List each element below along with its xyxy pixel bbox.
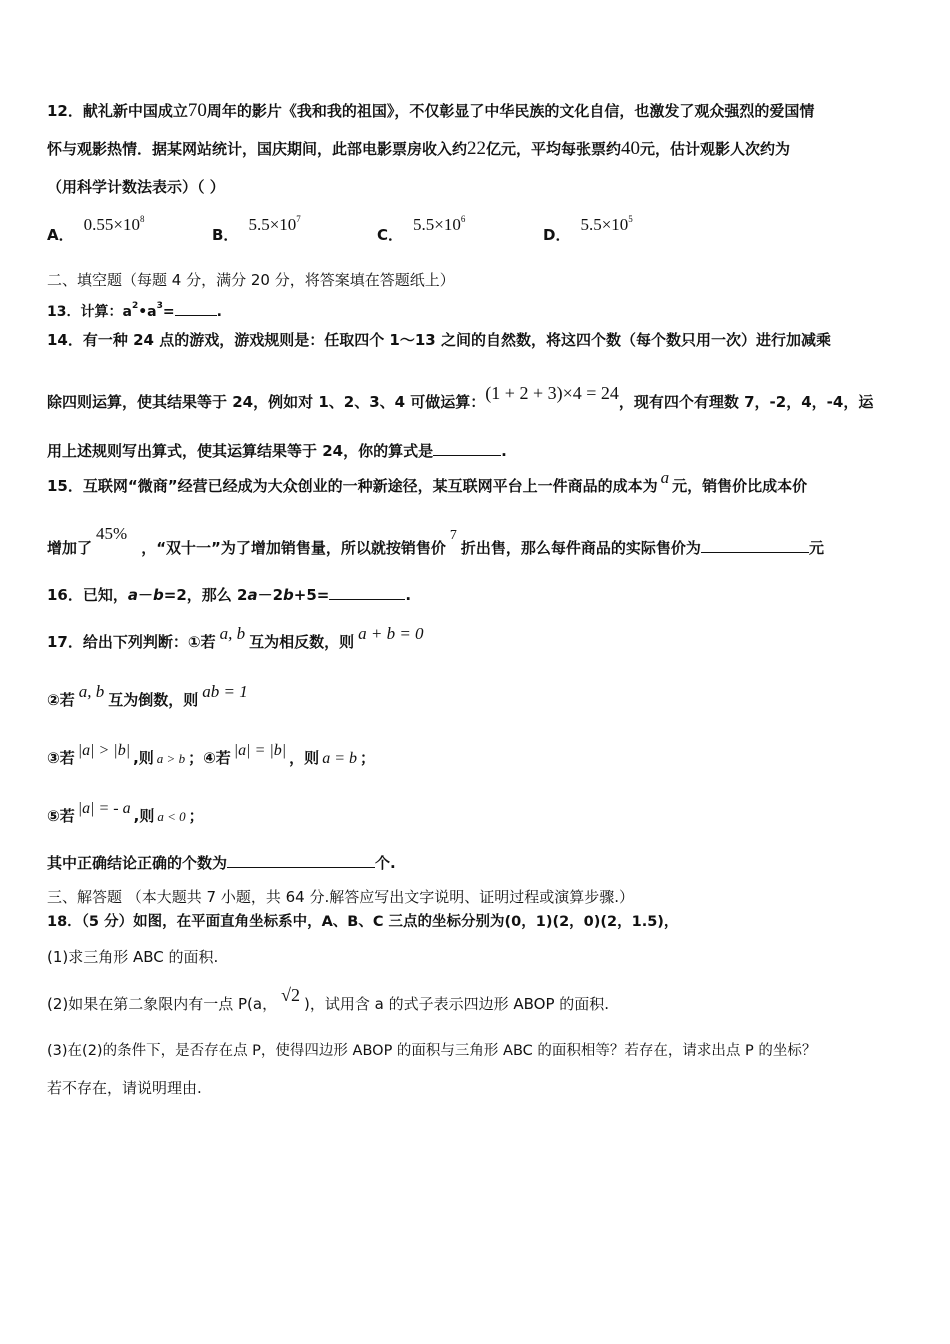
- q12-number-70: 70: [187, 100, 207, 121]
- q14-line1: 14．有一种 24 点的游戏，游戏规则是：任取四个 1～13 之间的自然数，将这四个数（每个数只用一次）进行加减乘: [47, 331, 831, 349]
- q12-number-22: 22: [467, 138, 487, 159]
- option-value: $0.55\times 10^8$: [83, 214, 145, 234]
- q12-option-c[interactable]: [377, 214, 466, 245]
- section-heading-solve: 三、解答题 （本大题共 7 小题，共 64 分.解答应写出文字说明、证明过程或演算步骤.）: [47, 888, 635, 906]
- q15-variable-a: a: [660, 468, 670, 487]
- q12-line3: （用科学计数法表示）（ ）: [47, 178, 225, 196]
- q12-line1: [47, 101, 814, 121]
- q17-answer-blank[interactable]: [227, 853, 375, 868]
- q13-answer-blank[interactable]: [175, 301, 217, 316]
- q12-text: 怀与观影热情．据某网站统计，国庆期间，此部电影票房收入约: [47, 140, 468, 158]
- q17-expr-greater: a > b: [156, 751, 186, 766]
- q17-expr-abs-negative: |a| = - a: [77, 800, 131, 817]
- q13-line: 13．计算：$a^2•a^3=$ .: [47, 301, 222, 320]
- option-label: B．: [212, 226, 239, 244]
- q17-line4: ⑤若 |a| = - a ,则 a < 0 ；: [47, 800, 204, 825]
- q12-text: 元，估计观影人次约为: [640, 140, 791, 158]
- q15-line2: 增加了45%，“双十一”为了增加销售量，所以就按销售价7折出售，那么每件商品的实际售价为 元: [47, 524, 824, 557]
- option-value: $5.5\times 10^5$: [580, 214, 633, 234]
- q17-expr-less: a < 0: [157, 809, 186, 824]
- q17-expr-abs-equal: |a| = |b|: [233, 742, 287, 759]
- q18-line1: 18．（5 分）如图，在平面直角坐标系中，A、B、C 三点的坐标分别为(0，1)(2，0)(2，1.5)，: [47, 914, 679, 930]
- q17-expr-product: ab = 1: [202, 682, 248, 701]
- q15-discount-seven: 7: [449, 528, 457, 543]
- option-label: C．: [377, 226, 404, 244]
- q17-line3: ③若 |a| > |b| ,则 a > b ；④若 |a| = |b| ，则 a = b ；: [47, 742, 375, 767]
- q18-sqrt-two: √2: [281, 985, 300, 1005]
- option-label: A．: [47, 226, 74, 244]
- q14-line3: 用上述规则写出算式，使其运算结果等于 24，你的算式是 .: [47, 442, 507, 460]
- option-value: $5.5\times 10^6$: [413, 214, 466, 234]
- q17-expr-abs-greater: |a| > |b|: [77, 742, 131, 759]
- q17-variables: a, b: [219, 624, 246, 643]
- q18-part2: (2)如果在第二象限内有一点 P(a， √2 )，试用含 a 的式子表示四边形 ABOP 的面积.: [47, 985, 610, 1013]
- q17-variables: a, b: [78, 682, 105, 701]
- section-heading-fill-in: 二、填空题（每题 4 分，满分 20 分，将答案填在答题纸上）: [47, 271, 455, 289]
- option-value: $5.5\times 10^7$: [248, 214, 301, 234]
- q15-line1: 15．互联网“微商”经营已经成为大众创业的一种新途径，某互联网平台上一件商品的成本为 a 元，销售价比成本价: [47, 468, 808, 495]
- q14-line2: 除四则运算，使其结果等于 24，例如对 1、2、3、4 可做运算：(1 + 2 + 3)×4 = 24，现有四个有理数 7，-2，4，-4，运: [47, 383, 874, 411]
- q12-option-d[interactable]: [543, 214, 633, 245]
- q15-percent: 45%: [96, 524, 128, 543]
- q17-expr-equal: a = b: [322, 750, 357, 767]
- q17-line5: 其中正确结论正确的个数为 个.: [47, 854, 396, 872]
- q16-answer-blank[interactable]: [329, 585, 405, 600]
- q17-line2: ②若 a, b 互为倒数，则 ab = 1: [47, 682, 248, 709]
- q16-line: 16．已知，a－b=2，那么 2a－2b+5= .: [47, 586, 412, 604]
- q12-text: 周年的影片《我和我的祖国》，不仅彰显了中华民族的文化自信，也激发了观众强烈的爱国情: [206, 102, 815, 120]
- q12-text: 12．献礼新中国成立: [47, 102, 188, 120]
- q15-answer-blank[interactable]: [701, 538, 809, 553]
- q12-number-40: 40: [621, 138, 641, 159]
- q14-answer-blank[interactable]: [433, 441, 501, 456]
- q17-expr-sum: a + b = 0: [358, 624, 424, 643]
- q12-text: 亿元，平均每张票约: [486, 140, 622, 158]
- q12-option-a[interactable]: [47, 214, 145, 245]
- q12-option-b[interactable]: [212, 214, 301, 245]
- q12-line2: [47, 139, 790, 159]
- q18-part3: (3)在(2)的条件下，是否存在点 P，使得四边形 ABOP 的面积与三角形 ABC 的面积相等？若存在，请求出点 P 的坐标？: [47, 1043, 817, 1059]
- q17-line1: 17．给出下列判断：①若 a, b 互为相反数，则 a + b = 0: [47, 624, 424, 651]
- q18-part3-cont: 若不存在，请说明理由.: [47, 1079, 202, 1097]
- q18-part1: (1)求三角形 ABC 的面积.: [47, 948, 219, 966]
- option-label: D．: [543, 226, 571, 244]
- q14-example-expression: (1 + 2 + 3)×4 = 24: [485, 383, 619, 403]
